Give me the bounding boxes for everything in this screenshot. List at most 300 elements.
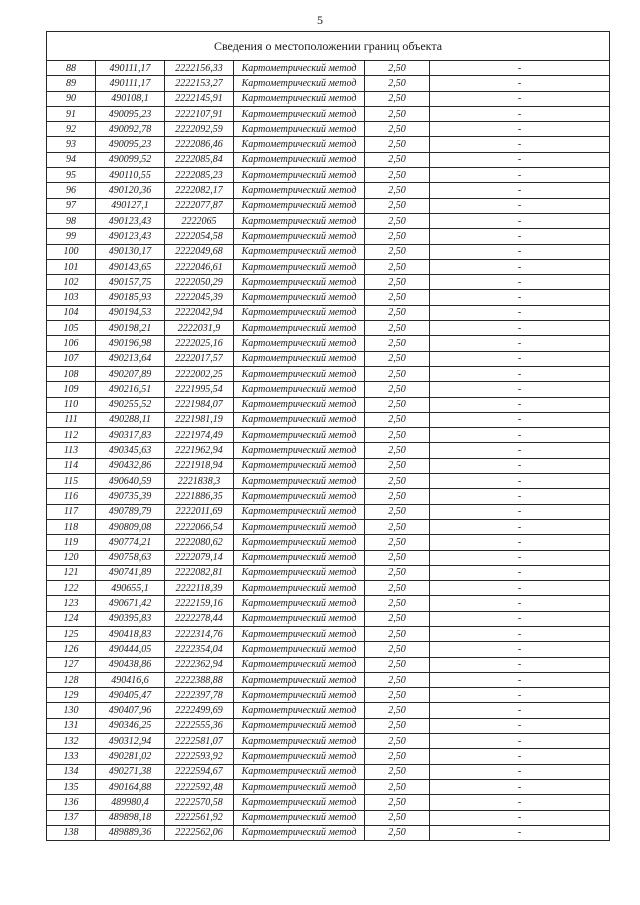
accuracy-cell: 2,50 xyxy=(365,779,430,794)
coord-y-cell: 2222092,59 xyxy=(165,122,234,137)
accuracy-cell: 2,50 xyxy=(365,795,430,810)
method-cell: Картометрический метод xyxy=(234,489,365,504)
method-cell: Картометрический метод xyxy=(234,229,365,244)
table-caption: Сведения о местоположении границ объекта xyxy=(47,32,610,61)
table-row xyxy=(47,382,610,397)
coord-y-cell: 2222031,9 xyxy=(165,321,234,336)
accuracy-cell: 2,50 xyxy=(365,152,430,167)
point-number-cell: 94 xyxy=(47,152,96,167)
method-cell: Картометрический метод xyxy=(234,611,365,626)
method-cell: Картометрический метод xyxy=(234,703,365,718)
table-row xyxy=(47,519,610,534)
method-cell: Картометрический метод xyxy=(234,321,365,336)
accuracy-cell: 2,50 xyxy=(365,336,430,351)
point-number-cell: 99 xyxy=(47,229,96,244)
table-row xyxy=(47,443,610,458)
coord-x-cell: 490346,25 xyxy=(96,718,165,733)
coord-y-cell: 2222046,61 xyxy=(165,259,234,274)
coord-x-cell: 490432,86 xyxy=(96,458,165,473)
coord-y-cell: 2222561,92 xyxy=(165,810,234,825)
coord-x-cell: 490196,98 xyxy=(96,336,165,351)
coord-y-cell: 2222082,81 xyxy=(165,565,234,580)
method-cell: Картометрический метод xyxy=(234,305,365,320)
accuracy-cell: 2,50 xyxy=(365,229,430,244)
method-cell: Картометрический метод xyxy=(234,428,365,443)
description-cell: - xyxy=(430,321,610,336)
coord-x-cell: 490216,51 xyxy=(96,382,165,397)
accuracy-cell: 2,50 xyxy=(365,76,430,91)
point-number-cell: 129 xyxy=(47,688,96,703)
coord-x-cell: 490143,65 xyxy=(96,259,165,274)
description-cell: - xyxy=(430,275,610,290)
description-cell: - xyxy=(430,581,610,596)
coord-y-cell: 2221984,07 xyxy=(165,397,234,412)
accuracy-cell: 2,50 xyxy=(365,657,430,672)
coord-x-cell: 490405,47 xyxy=(96,688,165,703)
accuracy-cell: 2,50 xyxy=(365,734,430,749)
point-number-cell: 91 xyxy=(47,106,96,121)
description-cell: - xyxy=(430,244,610,259)
table-row xyxy=(47,259,610,274)
point-number-cell: 132 xyxy=(47,734,96,749)
description-cell: - xyxy=(430,366,610,381)
coord-y-cell: 2222118,39 xyxy=(165,581,234,596)
table-row xyxy=(47,489,610,504)
coord-y-cell: 2222042,94 xyxy=(165,305,234,320)
point-number-cell: 128 xyxy=(47,672,96,687)
accuracy-cell: 2,50 xyxy=(365,749,430,764)
table-row xyxy=(47,198,610,213)
accuracy-cell: 2,50 xyxy=(365,718,430,733)
coord-x-cell: 490130,17 xyxy=(96,244,165,259)
point-number-cell: 88 xyxy=(47,61,96,76)
coord-x-cell: 490288,11 xyxy=(96,412,165,427)
description-cell: - xyxy=(430,672,610,687)
point-number-cell: 119 xyxy=(47,535,96,550)
coord-x-cell: 490395,83 xyxy=(96,611,165,626)
point-number-cell: 130 xyxy=(47,703,96,718)
method-cell: Картометрический метод xyxy=(234,810,365,825)
accuracy-cell: 2,50 xyxy=(365,565,430,580)
accuracy-cell: 2,50 xyxy=(365,428,430,443)
table-row xyxy=(47,290,610,305)
accuracy-cell: 2,50 xyxy=(365,290,430,305)
description-cell: - xyxy=(430,458,610,473)
point-number-cell: 114 xyxy=(47,458,96,473)
accuracy-cell: 2,50 xyxy=(365,122,430,137)
point-number-cell: 107 xyxy=(47,351,96,366)
description-cell: - xyxy=(430,703,610,718)
coord-x-cell: 490444,05 xyxy=(96,642,165,657)
coord-y-cell: 2222592,48 xyxy=(165,779,234,794)
coord-y-cell: 2221918,94 xyxy=(165,458,234,473)
coord-y-cell: 2222054,58 xyxy=(165,229,234,244)
description-cell: - xyxy=(430,749,610,764)
table-row xyxy=(47,244,610,259)
accuracy-cell: 2,50 xyxy=(365,366,430,381)
description-cell: - xyxy=(430,550,610,565)
table-row xyxy=(47,688,610,703)
method-cell: Картометрический метод xyxy=(234,290,365,305)
method-cell: Картометрический метод xyxy=(234,474,365,489)
point-number-cell: 125 xyxy=(47,626,96,641)
table-row xyxy=(47,336,610,351)
point-number-cell: 101 xyxy=(47,259,96,274)
description-cell: - xyxy=(430,642,610,657)
accuracy-cell: 2,50 xyxy=(365,596,430,611)
coord-x-cell: 490095,23 xyxy=(96,137,165,152)
table-row xyxy=(47,305,610,320)
page-number: 5 xyxy=(317,13,323,27)
coord-x-cell: 490758,63 xyxy=(96,550,165,565)
description-cell: - xyxy=(430,382,610,397)
method-cell: Картометрический метод xyxy=(234,183,365,198)
point-number-cell: 133 xyxy=(47,749,96,764)
point-number-cell: 126 xyxy=(47,642,96,657)
accuracy-cell: 2,50 xyxy=(365,351,430,366)
method-cell: Картометрический метод xyxy=(234,76,365,91)
coord-x-cell: 490185,93 xyxy=(96,290,165,305)
description-cell: - xyxy=(430,443,610,458)
method-cell: Картометрический метод xyxy=(234,259,365,274)
coord-y-cell: 2222017,57 xyxy=(165,351,234,366)
coord-x-cell: 490207,89 xyxy=(96,366,165,381)
method-cell: Картометрический метод xyxy=(234,519,365,534)
point-number-cell: 106 xyxy=(47,336,96,351)
method-cell: Картометрический метод xyxy=(234,795,365,810)
coord-y-cell: 2222156,33 xyxy=(165,61,234,76)
method-cell: Картометрический метод xyxy=(234,688,365,703)
coord-y-cell: 2222050,29 xyxy=(165,275,234,290)
coord-y-cell: 2221838,3 xyxy=(165,474,234,489)
method-cell: Картометрический метод xyxy=(234,642,365,657)
coord-y-cell: 2221962,94 xyxy=(165,443,234,458)
point-number-cell: 118 xyxy=(47,519,96,534)
description-cell: - xyxy=(430,137,610,152)
coord-y-cell: 2222362,94 xyxy=(165,657,234,672)
description-cell: - xyxy=(430,91,610,106)
coord-x-cell: 490671,42 xyxy=(96,596,165,611)
coord-x-cell: 490271,38 xyxy=(96,764,165,779)
coord-y-cell: 2222570,58 xyxy=(165,795,234,810)
coord-x-cell: 490789,79 xyxy=(96,504,165,519)
point-number-cell: 137 xyxy=(47,810,96,825)
coord-x-cell: 490809,08 xyxy=(96,519,165,534)
table-row xyxy=(47,565,610,580)
table-row xyxy=(47,779,610,794)
accuracy-cell: 2,50 xyxy=(365,443,430,458)
coord-y-cell: 2221886,35 xyxy=(165,489,234,504)
method-cell: Картометрический метод xyxy=(234,504,365,519)
description-cell: - xyxy=(430,305,610,320)
table-row xyxy=(47,764,610,779)
description-cell: - xyxy=(430,504,610,519)
table-row xyxy=(47,596,610,611)
coord-x-cell: 489889,36 xyxy=(96,825,165,840)
accuracy-cell: 2,50 xyxy=(365,810,430,825)
accuracy-cell: 2,50 xyxy=(365,213,430,228)
table-row xyxy=(47,183,610,198)
coord-y-cell: 2222065 xyxy=(165,213,234,228)
accuracy-cell: 2,50 xyxy=(365,397,430,412)
coord-y-cell: 2221995,54 xyxy=(165,382,234,397)
point-number-cell: 121 xyxy=(47,565,96,580)
point-number-cell: 122 xyxy=(47,581,96,596)
method-cell: Картометрический метод xyxy=(234,734,365,749)
coord-x-cell: 490281,02 xyxy=(96,749,165,764)
accuracy-cell: 2,50 xyxy=(365,321,430,336)
coord-y-cell: 2222499,69 xyxy=(165,703,234,718)
method-cell: Картометрический метод xyxy=(234,718,365,733)
point-number-cell: 131 xyxy=(47,718,96,733)
description-cell: - xyxy=(430,795,610,810)
accuracy-cell: 2,50 xyxy=(365,550,430,565)
coord-x-cell: 490418,83 xyxy=(96,626,165,641)
description-cell: - xyxy=(430,688,610,703)
accuracy-cell: 2,50 xyxy=(365,504,430,519)
table-row xyxy=(47,504,610,519)
accuracy-cell: 2,50 xyxy=(365,642,430,657)
point-number-cell: 104 xyxy=(47,305,96,320)
accuracy-cell: 2,50 xyxy=(365,305,430,320)
coord-y-cell: 2222397,78 xyxy=(165,688,234,703)
coord-x-cell: 489898,18 xyxy=(96,810,165,825)
table-row xyxy=(47,672,610,687)
table-row xyxy=(47,91,610,106)
table-row xyxy=(47,428,610,443)
table-row xyxy=(47,275,610,290)
table-row xyxy=(47,703,610,718)
point-number-cell: 124 xyxy=(47,611,96,626)
description-cell: - xyxy=(430,565,610,580)
coord-x-cell: 490164,88 xyxy=(96,779,165,794)
coord-y-cell: 2222153,27 xyxy=(165,76,234,91)
method-cell: Картометрический метод xyxy=(234,382,365,397)
coord-x-cell: 490255,52 xyxy=(96,397,165,412)
accuracy-cell: 2,50 xyxy=(365,91,430,106)
coord-x-cell: 490735,39 xyxy=(96,489,165,504)
method-cell: Картометрический метод xyxy=(234,152,365,167)
description-cell: - xyxy=(430,168,610,183)
method-cell: Картометрический метод xyxy=(234,412,365,427)
table-row xyxy=(47,550,610,565)
accuracy-cell: 2,50 xyxy=(365,106,430,121)
coord-y-cell: 2222066,54 xyxy=(165,519,234,534)
coord-y-cell: 2222080,62 xyxy=(165,535,234,550)
table-row xyxy=(47,106,610,121)
method-cell: Картометрический метод xyxy=(234,275,365,290)
table-body xyxy=(47,32,610,841)
table-row xyxy=(47,749,610,764)
method-cell: Картометрический метод xyxy=(234,825,365,840)
description-cell: - xyxy=(430,183,610,198)
table-row xyxy=(47,642,610,657)
description-cell: - xyxy=(430,412,610,427)
coord-x-cell: 490095,23 xyxy=(96,106,165,121)
coord-y-cell: 2222011,69 xyxy=(165,504,234,519)
point-number-cell: 93 xyxy=(47,137,96,152)
coord-y-cell: 2222388,88 xyxy=(165,672,234,687)
point-number-cell: 102 xyxy=(47,275,96,290)
coord-y-cell: 2222159,16 xyxy=(165,596,234,611)
table-row xyxy=(47,366,610,381)
method-cell: Картометрический метод xyxy=(234,61,365,76)
description-cell: - xyxy=(430,336,610,351)
table-row xyxy=(47,718,610,733)
coord-x-cell: 490092,78 xyxy=(96,122,165,137)
coord-y-cell: 2222082,17 xyxy=(165,183,234,198)
point-number-cell: 120 xyxy=(47,550,96,565)
point-number-cell: 117 xyxy=(47,504,96,519)
point-number-cell: 134 xyxy=(47,764,96,779)
description-cell: - xyxy=(430,351,610,366)
method-cell: Картометрический метод xyxy=(234,596,365,611)
table-row xyxy=(47,321,610,336)
coord-y-cell: 2222002,25 xyxy=(165,366,234,381)
coord-y-cell: 2222593,92 xyxy=(165,749,234,764)
accuracy-cell: 2,50 xyxy=(365,137,430,152)
accuracy-cell: 2,50 xyxy=(365,581,430,596)
table-caption-row xyxy=(47,32,610,61)
method-cell: Картометрический метод xyxy=(234,764,365,779)
accuracy-cell: 2,50 xyxy=(365,535,430,550)
coord-y-cell: 2222077,87 xyxy=(165,198,234,213)
description-cell: - xyxy=(430,213,610,228)
accuracy-cell: 2,50 xyxy=(365,519,430,534)
description-cell: - xyxy=(430,397,610,412)
point-number-cell: 108 xyxy=(47,366,96,381)
coord-y-cell: 2222314,76 xyxy=(165,626,234,641)
coord-x-cell: 490640,59 xyxy=(96,474,165,489)
method-cell: Картометрический метод xyxy=(234,366,365,381)
accuracy-cell: 2,50 xyxy=(365,474,430,489)
method-cell: Картометрический метод xyxy=(234,749,365,764)
coord-y-cell: 2222555,36 xyxy=(165,718,234,733)
table-row xyxy=(47,412,610,427)
coord-x-cell: 490317,83 xyxy=(96,428,165,443)
point-number-cell: 90 xyxy=(47,91,96,106)
point-number-cell: 97 xyxy=(47,198,96,213)
point-number-cell: 103 xyxy=(47,290,96,305)
table-row xyxy=(47,474,610,489)
coord-x-cell: 489980,4 xyxy=(96,795,165,810)
description-cell: - xyxy=(430,61,610,76)
coord-x-cell: 490099,52 xyxy=(96,152,165,167)
coord-y-cell: 2222354,04 xyxy=(165,642,234,657)
table-row xyxy=(47,611,610,626)
table-row xyxy=(47,825,610,840)
point-number-cell: 123 xyxy=(47,596,96,611)
point-number-cell: 112 xyxy=(47,428,96,443)
table-row xyxy=(47,397,610,412)
accuracy-cell: 2,50 xyxy=(365,198,430,213)
description-cell: - xyxy=(430,290,610,305)
table-row xyxy=(47,795,610,810)
boundary-coordinates-table xyxy=(46,31,610,841)
description-cell: - xyxy=(430,810,610,825)
point-number-cell: 135 xyxy=(47,779,96,794)
coord-y-cell: 2222278,44 xyxy=(165,611,234,626)
description-cell: - xyxy=(430,596,610,611)
point-number-cell: 111 xyxy=(47,412,96,427)
method-cell: Картометрический метод xyxy=(234,336,365,351)
method-cell: Картометрический метод xyxy=(234,213,365,228)
point-number-cell: 115 xyxy=(47,474,96,489)
accuracy-cell: 2,50 xyxy=(365,61,430,76)
description-cell: - xyxy=(430,718,610,733)
accuracy-cell: 2,50 xyxy=(365,458,430,473)
method-cell: Картометрический метод xyxy=(234,397,365,412)
point-number-cell: 105 xyxy=(47,321,96,336)
description-cell: - xyxy=(430,489,610,504)
accuracy-cell: 2,50 xyxy=(365,764,430,779)
coord-y-cell: 2222562,06 xyxy=(165,825,234,840)
point-number-cell: 98 xyxy=(47,213,96,228)
point-number-cell: 136 xyxy=(47,795,96,810)
coord-y-cell: 2222049,68 xyxy=(165,244,234,259)
description-cell: - xyxy=(430,825,610,840)
table-row xyxy=(47,458,610,473)
method-cell: Картометрический метод xyxy=(234,550,365,565)
coord-x-cell: 490123,43 xyxy=(96,213,165,228)
table-row xyxy=(47,61,610,76)
description-cell: - xyxy=(430,626,610,641)
description-cell: - xyxy=(430,106,610,121)
table-row xyxy=(47,122,610,137)
description-cell: - xyxy=(430,611,610,626)
table-row xyxy=(47,213,610,228)
table-row xyxy=(47,657,610,672)
accuracy-cell: 2,50 xyxy=(365,275,430,290)
method-cell: Картометрический метод xyxy=(234,626,365,641)
coord-y-cell: 2222581,07 xyxy=(165,734,234,749)
coord-x-cell: 490123,43 xyxy=(96,229,165,244)
coord-x-cell: 490407,96 xyxy=(96,703,165,718)
point-number-cell: 100 xyxy=(47,244,96,259)
description-cell: - xyxy=(430,734,610,749)
coord-x-cell: 490157,75 xyxy=(96,275,165,290)
point-number-cell: 109 xyxy=(47,382,96,397)
method-cell: Картометрический метод xyxy=(234,351,365,366)
coord-x-cell: 490108,1 xyxy=(96,91,165,106)
coord-y-cell: 2222145,91 xyxy=(165,91,234,106)
coord-x-cell: 490655,1 xyxy=(96,581,165,596)
accuracy-cell: 2,50 xyxy=(365,703,430,718)
point-number-cell: 138 xyxy=(47,825,96,840)
method-cell: Картометрический метод xyxy=(234,657,365,672)
coord-x-cell: 490127,1 xyxy=(96,198,165,213)
table-row xyxy=(47,76,610,91)
method-cell: Картометрический метод xyxy=(234,122,365,137)
accuracy-cell: 2,50 xyxy=(365,382,430,397)
description-cell: - xyxy=(430,764,610,779)
method-cell: Картометрический метод xyxy=(234,581,365,596)
description-cell: - xyxy=(430,259,610,274)
table-row xyxy=(47,535,610,550)
coord-y-cell: 2222085,84 xyxy=(165,152,234,167)
table-row xyxy=(47,152,610,167)
point-number-cell: 92 xyxy=(47,122,96,137)
point-number-cell: 95 xyxy=(47,168,96,183)
method-cell: Картометрический метод xyxy=(234,168,365,183)
accuracy-cell: 2,50 xyxy=(365,244,430,259)
coord-y-cell: 2222045,39 xyxy=(165,290,234,305)
table-row xyxy=(47,626,610,641)
coord-y-cell: 2222085,23 xyxy=(165,168,234,183)
accuracy-cell: 2,50 xyxy=(365,672,430,687)
description-cell: - xyxy=(430,428,610,443)
coord-x-cell: 490110,55 xyxy=(96,168,165,183)
